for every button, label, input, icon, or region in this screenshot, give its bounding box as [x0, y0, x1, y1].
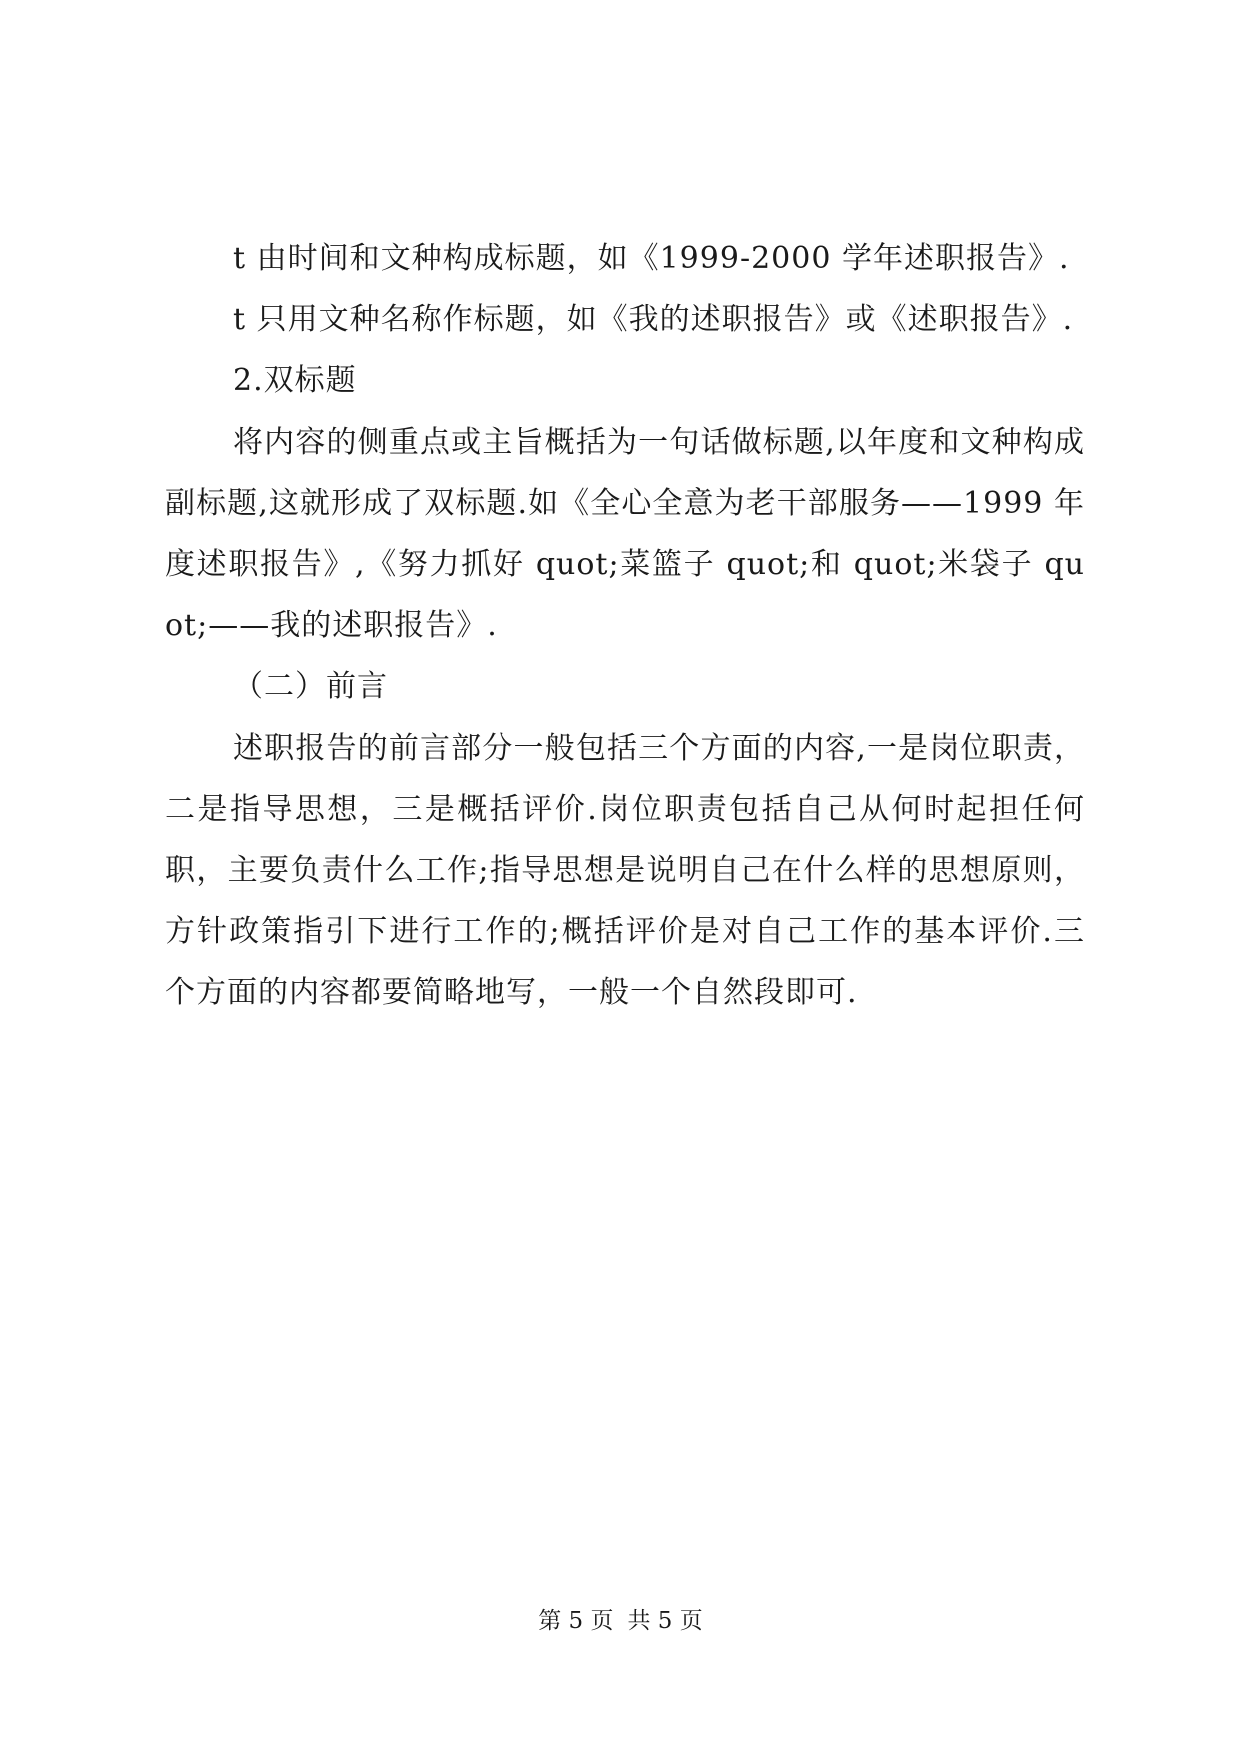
page-number: 第 5 页: [538, 1608, 614, 1634]
paragraph-title-by-doctype: t 只用文种名称作标题，如《我的述职报告》或《述职报告》.: [233, 302, 1074, 338]
paragraph-title-by-time: t 由时间和文种构成标题，如《1999-2000 学年述职报告》.: [233, 241, 1070, 276]
heading-preface: （二）前言: [233, 669, 388, 705]
paragraph-double-title: 将内容的侧重点或主旨概括为一句话做标题,以年度和文种构成副标题,这就形成了双标题.如《全心全意为老干部服务——1999 年度述职报告》,《努力抓好 quot;菜篮子 quot;和 quot;米袋子 quot;——我的述职报告》.: [165, 424, 1085, 644]
document-body: [165, 228, 1085, 1024]
heading-double-title: 2.双标题: [233, 363, 357, 399]
page-footer: [0, 1606, 1241, 1636]
paragraph-preface: 述职报告的前言部分一般包括三个方面的内容,一是岗位职责，二是指导思想，三是概括评价.岗位职责包括自己从何时起担任何职，主要负责什么工作;指导思想是说明自己在什么样的思想原则，方针政策指引下进行工作的;概括评价是对自己工作的基本评价.三个方面的内容都要简略地写，一般一个自然段即可.: [165, 730, 1085, 1011]
page-total: 共 5 页: [627, 1608, 703, 1634]
